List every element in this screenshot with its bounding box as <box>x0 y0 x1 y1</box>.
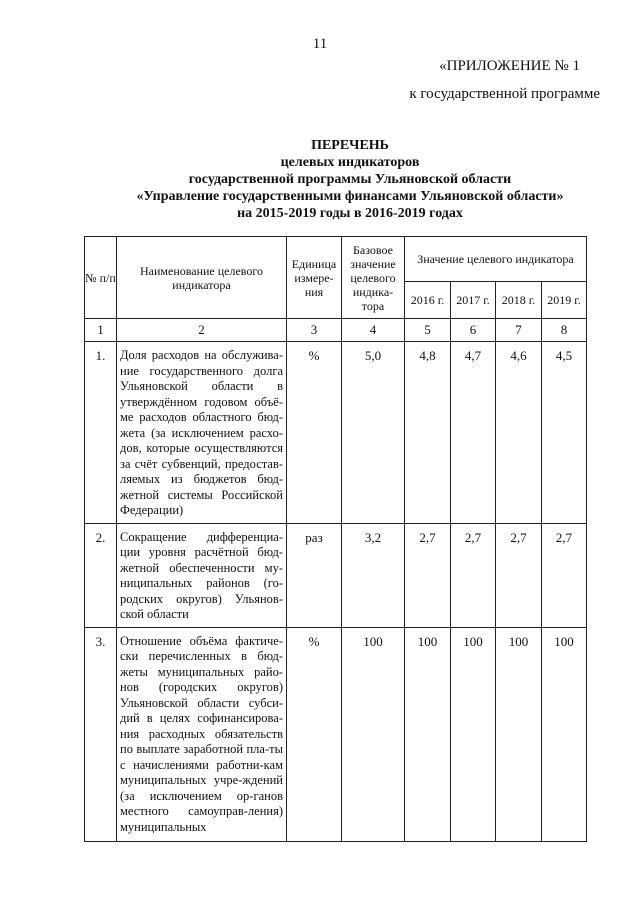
table-row <box>85 523 587 627</box>
value-2016: 4,8 <box>405 342 451 524</box>
base-value: 3,2 <box>342 523 405 627</box>
base-value: 100 <box>342 627 405 841</box>
value-2018: 100 <box>496 627 542 841</box>
column-number: 2 <box>117 319 287 342</box>
value-2017: 4,7 <box>451 342 496 524</box>
header-unit: Единица измере-ния <box>287 237 342 319</box>
indicator-table <box>84 236 587 842</box>
header-year-2017: 2017 г. <box>451 282 496 319</box>
column-number: 1 <box>85 319 117 342</box>
title-line-3: государственной программы Ульяновской области <box>188 172 512 187</box>
value-2016: 100 <box>405 627 451 841</box>
value-2019: 2,7 <box>542 523 587 627</box>
value-2019: 4,5 <box>542 342 587 524</box>
header-indicator-group: Значение целевого индикатора <box>405 237 587 282</box>
column-number: 7 <box>496 319 542 342</box>
value-2017: 100 <box>451 627 496 841</box>
column-number: 4 <box>342 319 405 342</box>
header-name: Наименование целевого индикатора <box>117 237 287 319</box>
page-number: 11 <box>312 36 328 52</box>
row-number: 3. <box>85 627 117 841</box>
row-number: 1. <box>85 342 117 524</box>
value-2018: 2,7 <box>496 523 542 627</box>
title-line-5: на 2015-2019 годы в 2016-2019 годах <box>237 206 463 221</box>
indicator-unit: % <box>287 342 342 524</box>
value-2017: 2,7 <box>451 523 496 627</box>
value-2019: 100 <box>542 627 587 841</box>
column-number-row <box>85 319 587 342</box>
row-number: 2. <box>85 523 117 627</box>
indicator-unit: раз <box>287 523 342 627</box>
title-line-2: целевых индикаторов <box>280 155 420 170</box>
base-value: 5,0 <box>342 342 405 524</box>
value-2018: 4,6 <box>496 342 542 524</box>
appendix-label: «ПРИЛОЖЕНИЕ № 1 <box>439 58 580 74</box>
indicator-name: Сокращение дифференциа-ции уровня расчётной бюд-жетной обеспеченности му-ниципальных районов (го-родских округов) Ульянов-ской области <box>117 523 287 627</box>
appendix-subtitle: к государственной программе <box>409 86 600 102</box>
header-num: № п/п <box>85 237 117 319</box>
header-base: Базовое значение целевого индика-тора <box>342 237 405 319</box>
document-title <box>80 137 620 222</box>
header-year-2018: 2018 г. <box>496 282 542 319</box>
title-line-4: «Управление государственными финансами Ульяновской области» <box>136 189 564 204</box>
value-2016: 2,7 <box>405 523 451 627</box>
indicator-name: Отношение объёма фактиче-ски перечисленных в бюд-жеты муниципальных райо-нов (городских округов) Ульяновской области субси-дий в целях софинансирова-ния расходных обязательств по выплате заработной пла-ты с начислениями работни-кам муниципальных учре-ждений (за исключением ор-ганов местного самоуправ-ления) муниципальных <box>117 627 287 841</box>
table-row <box>85 342 587 524</box>
header-year-2019: 2019 г. <box>542 282 587 319</box>
column-number: 5 <box>405 319 451 342</box>
indicator-unit: % <box>287 627 342 841</box>
column-number: 6 <box>451 319 496 342</box>
column-number: 8 <box>542 319 587 342</box>
indicator-name: Доля расходов на обслужива-ние государственного долга Ульяновской области в утверждённом годовом объё-ме расходов областного бюд-жета (за исключением расхо-дов, которые осуществляются за счёт субвенций, предостав-ляемых из бюджетов бюд-жетной системы Российской Федерации) <box>117 342 287 524</box>
column-number: 3 <box>287 319 342 342</box>
table-row <box>85 627 587 841</box>
header-year-2016: 2016 г. <box>405 282 451 319</box>
title-line-1: ПЕРЕЧЕНЬ <box>311 138 389 153</box>
